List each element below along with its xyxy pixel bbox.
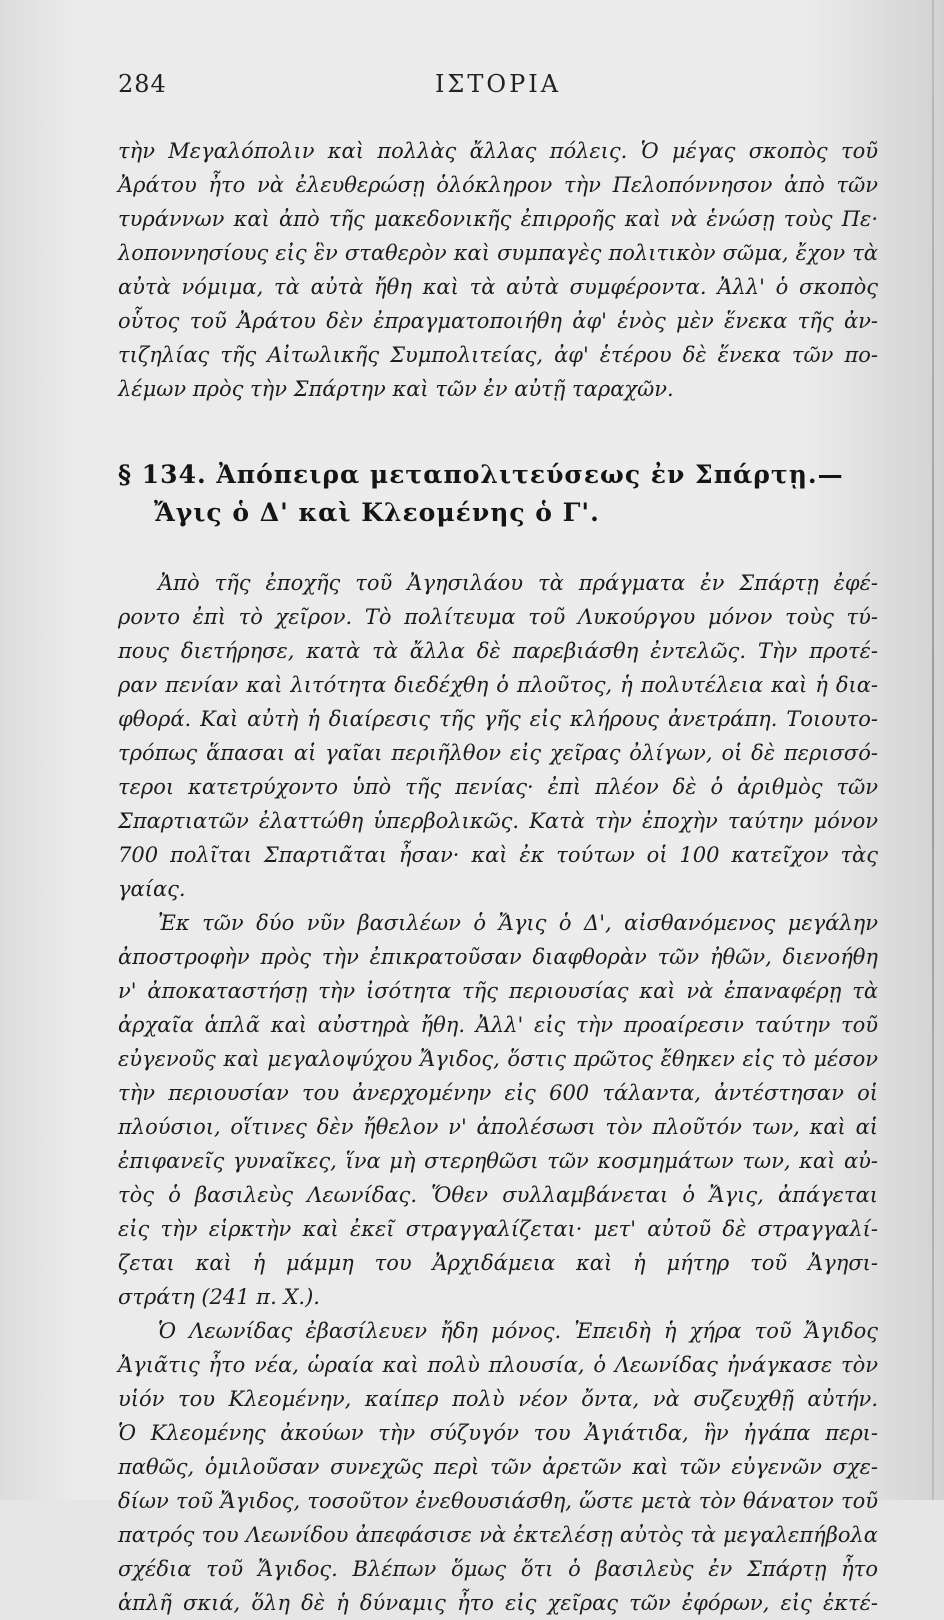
- text-line: 700 πολῖται Σπαρτιᾶται ἦσαν· καὶ ἐκ τούτων οἱ 100 κατεῖχον τὰς: [118, 843, 878, 867]
- text-line: ραν πενίαν καὶ λιτότητα διεδέχθη ὁ πλοῦτος, ἡ πολυτέλεια καὶ ἡ δια-: [118, 673, 878, 697]
- text-line: ἀρχαῖα ἁπλᾶ καὶ αὐστηρὰ ἤθη. Ἀλλ' εἰς τὴν προαίρεσιν ταύτην τοῦ: [118, 1013, 878, 1037]
- text-line: στράτη (241 π. Χ.).: [118, 1285, 320, 1309]
- text-line: Ἀγιᾶτις ἦτο νέα, ὡραία καὶ πολὺ πλουσία, ὁ Λεωνίδας ἠνάγκασε τὸν: [118, 1353, 878, 1377]
- text-line: Σπαρτιατῶν ἐλαττώθη ὑπερβολικῶς. Κατὰ τὴν ἐποχὴν ταύτην μόνον: [118, 809, 878, 833]
- text-line: υἱόν του Κλεομένην, καίπερ πολὺ νέον ὄντα, νὰ συζευχθῇ αὐτήν.: [118, 1387, 878, 1411]
- text-line: παθῶς, ὁμιλοῦσαν συνεχῶς περὶ τῶν ἀρετῶν καὶ τῶν εὐγενῶν σχε-: [118, 1455, 878, 1479]
- text-line: τὸς ὁ βασιλεὺς Λεωνίδας. Ὅθεν συλλαμβάνεται ὁ Ἄγις, ἀπάγεται: [118, 1183, 878, 1207]
- text-line: Ὁ Κλεομένης ἀκούων τὴν σύζυγόν του Ἀγιάτιδα, ἣν ἠγάπα περι-: [118, 1421, 878, 1445]
- text-line: τὴν περιουσίαν του ἀνερχομένην εἰς 600 τάλαντα, ἀντέστησαν οἱ: [118, 1081, 878, 1105]
- text-line: τρόπως ἅπασαι αἱ γαῖαι περιῆλθον εἰς χεῖρας ὀλίγων, οἱ δὲ περισσό-: [118, 741, 878, 765]
- text-line: τιζηλίας τῆς Αἰτωλικῆς Συμπολιτείας, ἀφ' ἑτέρου δὲ ἕνεκα τῶν πο-: [118, 343, 878, 367]
- text-line: οὗτος τοῦ Ἀράτου δὲν ἐπραγματοποιήθη ἀφ' ἑνὸς μὲν ἕνεκα τῆς ἀν-: [118, 309, 878, 333]
- text-line: σχέδια τοῦ Ἄγιδος. Βλέπων ὅμως ὅτι ὁ βασιλεὺς ἐν Σπάρτῃ ἦτο: [118, 1557, 878, 1581]
- body-text: [118, 134, 878, 1620]
- text-line: Ἀράτου ἦτο νὰ ἐλευθερώσῃ ὁλόκληρον τὴν Πελοπόννησον ἀπὸ τῶν: [118, 173, 878, 197]
- text-line: γαίας.: [118, 877, 186, 901]
- text-line: ν' ἀποκαταστήσῃ τὴν ἰσότητα τῆς περιουσίας καὶ νὰ ἐπαναφέρῃ τὰ: [118, 979, 878, 1003]
- text-line: τὴν Μεγαλόπολιν καὶ πολλὰς ἄλλας πόλεις. Ὁ μέγας σκοπὸς τοῦ: [118, 139, 878, 163]
- text-line: Ὁ Λεωνίδας ἐβασίλευεν ἤδη μόνος. Ἐπειδὴ ἡ χήρα τοῦ Ἄγιδος: [158, 1319, 878, 1343]
- text-line: δίων τοῦ Ἄγιδος, τοσοῦτον ἐνεθουσιάσθη, ὥστε μετὰ τὸν θάνατον τοῦ: [118, 1489, 878, 1513]
- text-line: εἰς τὴν εἱρκτὴν καὶ ἐκεῖ στραγγαλίζεται· μετ' αὐτοῦ δὲ στραγγαλί-: [118, 1217, 878, 1241]
- text-line: λοποννησίους εἰς ἓν σταθερὸν καὶ συμπαγὲς πολιτικὸν σῶμα, ἔχον τὰ: [118, 241, 878, 265]
- text-line: πους διετήρησε, κατὰ τὰ ἄλλα δὲ παρεβιάσθη ἐντελῶς. Τὴν προτέ-: [118, 639, 878, 663]
- spacer: [118, 532, 878, 566]
- text-line: ἀποστροφὴν πρὸς τὴν ἐπικρατοῦσαν διαφθορὰν τῶν ἠθῶν, διενοήθη: [118, 945, 878, 969]
- text-line: πατρός του Λεωνίδου ἀπεφάσισε νὰ ἐκτελέσῃ αὐτὸς τὰ μεγαλεπήβολα: [118, 1523, 878, 1547]
- page-edge: [932, 0, 934, 1500]
- text-line: πλούσιοι, οἵτινες δὲν ἤθελον ν' ἀπολέσωσι τὸν πλοῦτόν των, καὶ αἱ: [118, 1115, 878, 1139]
- text-line: Ἐκ τῶν δύο νῦν βασιλέων ὁ Ἄγις ὁ Δ', αἰσθανόμενος μεγάλην: [158, 911, 878, 935]
- text-line: τυράννων καὶ ἀπὸ τῆς μακεδονικῆς ἐπιρροῆς καὶ νὰ ἑνώσῃ τοὺς Πε·: [118, 207, 878, 231]
- section-heading-continued: Ἄγις ὁ Δ' καὶ Κλεομένης ὁ Γ'.: [154, 498, 600, 527]
- running-title: ΙΣΤΟΡΙΑ: [434, 70, 562, 98]
- text-line: ἁπλῆ σκιά, ὅλη δὲ ἡ δύναμις ἦτο εἰς χεῖρας τῶν ἐφόρων, εἰς ἐκτέ-: [118, 1591, 878, 1615]
- text-line: αὐτὰ νόμιμα, τὰ αὐτὰ ἤθη καὶ τὰ αὐτὰ συμφέροντα. Ἀλλ' ὁ σκοπὸς: [118, 275, 878, 299]
- section-heading: § 134. Ἀπόπειρα μεταπολιτεύσεως ἐν Σπάρτῃ.—: [118, 460, 844, 489]
- text-line: ἐπιφανεῖς γυναῖκες, ἵνα μὴ στερηθῶσι τῶν κοσμημάτων των, καὶ αὐ-: [118, 1149, 878, 1173]
- text-line: ροντο ἐπὶ τὸ χεῖρον. Τὸ πολίτευμα τοῦ Λυκούργου μόνον τοὺς τύ-: [118, 605, 878, 629]
- spacer: [118, 406, 878, 456]
- text-line: εὐγενοῦς καὶ μεγαλοψύχου Ἄγιδος, ὅστις πρῶτος ἔθηκεν εἰς τὸ μέσον: [118, 1047, 878, 1071]
- text-line: Ἀπὸ τῆς ἐποχῆς τοῦ Ἀγησιλάου τὰ πράγματα ἐν Σπάρτῃ ἐφέ-: [158, 571, 878, 595]
- page-number: 284: [118, 70, 167, 98]
- text-line: λέμων πρὸς τὴν Σπάρτην καὶ τῶν ἐν αὐτῇ ταραχῶν.: [118, 377, 674, 401]
- text-line: φθορά. Καὶ αὐτὴ ἡ διαίρεσις τῆς γῆς εἰς κλήρους ἀνετράπη. Τοιουτο-: [118, 707, 878, 731]
- text-line: τεροι κατετρύχοντο ὑπὸ τῆς πενίας· ἐπὶ πλέον δὲ ὁ ἀριθμὸς τῶν: [118, 775, 878, 799]
- page-header: [118, 70, 878, 106]
- text-line: ζεται καὶ ἡ μάμμη του Ἀρχιδάμεια καὶ ἡ μήτηρ τοῦ Ἀγησι-: [118, 1251, 878, 1275]
